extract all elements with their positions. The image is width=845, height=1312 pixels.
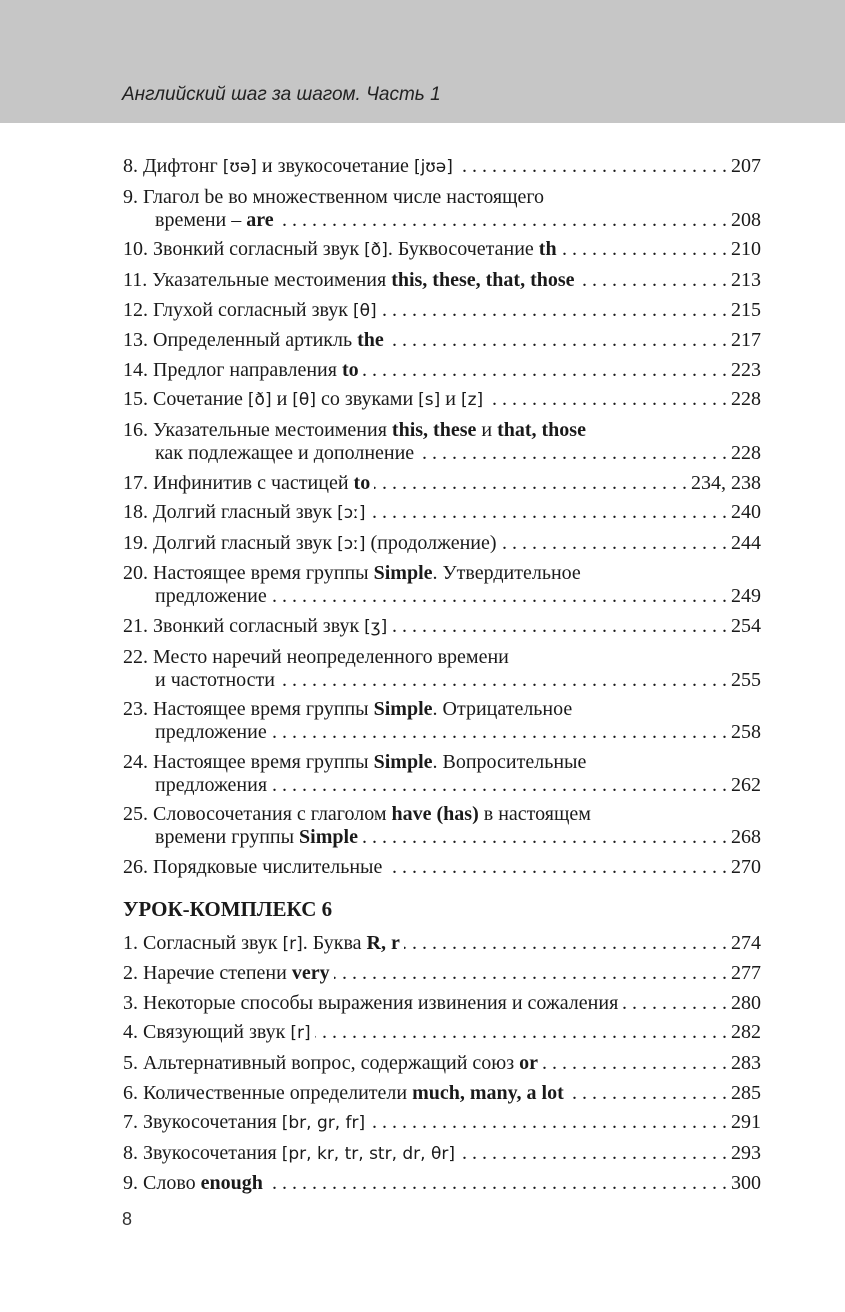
- phonetic-transcription: [ʊə]: [222, 157, 257, 178]
- toc-entry-line: [123, 1172, 761, 1195]
- toc-entry[interactable]: [123, 1078, 761, 1108]
- toc-entry[interactable]: [123, 928, 761, 959]
- dot-leader: [388, 329, 727, 352]
- toc-page-number: 268: [731, 826, 761, 849]
- dot-leader: [457, 155, 727, 178]
- toc-page-number: 210: [731, 238, 761, 261]
- title-text: 8. Звукосочетания: [123, 1141, 282, 1164]
- toc-page-number: 280: [731, 991, 761, 1014]
- dot-leader: [459, 1142, 727, 1165]
- toc-entry[interactable]: [123, 529, 761, 560]
- dot-leader: [271, 585, 727, 608]
- toc-entry-title: [123, 329, 384, 352]
- phonetic-transcription: [pr, kr, tr, str, dr, θr]: [281, 1143, 456, 1164]
- phonetic-transcription: [r]: [282, 933, 303, 954]
- toc-entry-title: [155, 669, 275, 692]
- dot-leader: [381, 299, 727, 322]
- title-text: 1. Согласный звук: [123, 931, 283, 954]
- toc-entry-line: [123, 856, 761, 879]
- title-text: 23. Настоящее время группы: [123, 698, 374, 721]
- dot-leader: [369, 1111, 727, 1134]
- toc-entry-title: [155, 774, 267, 797]
- toc-page-number: 254: [731, 615, 761, 638]
- dot-leader: [579, 269, 727, 292]
- section-heading: УРОК-КОМПЛЕКС 6: [123, 897, 333, 922]
- toc-entry-line: [123, 419, 761, 442]
- toc-entry[interactable]: [123, 152, 761, 183]
- toc-page-number: 277: [731, 962, 761, 985]
- toc-entry-line: [123, 585, 761, 608]
- toc-entry[interactable]: [123, 416, 761, 469]
- toc-entry-title: [123, 532, 497, 556]
- title-text: 14. Предлог направления: [123, 358, 342, 381]
- phonetic-transcription: [ɔː]: [337, 533, 366, 554]
- title-text: времени группы: [155, 826, 300, 849]
- title-text: 17. Инфинитив с частицей: [123, 471, 354, 494]
- title-text: . Буква: [302, 931, 367, 954]
- phonetic-transcription: [z]: [460, 390, 484, 411]
- dot-leader: [271, 774, 727, 797]
- toc-entry-line: [123, 826, 761, 849]
- toc-entry-line: [123, 329, 761, 352]
- toc-page-number: 244: [731, 531, 761, 554]
- toc-entry-title: [123, 1111, 365, 1135]
- toc-entry-line: [123, 1111, 761, 1135]
- toc-entry-line: [123, 962, 761, 985]
- toc-entry[interactable]: [123, 559, 761, 612]
- toc-entry[interactable]: [123, 800, 761, 853]
- phonetic-transcription: [ð]: [364, 240, 388, 261]
- toc-page-number: 262: [731, 773, 761, 796]
- toc-entry[interactable]: [123, 356, 761, 386]
- toc-entry[interactable]: [123, 1049, 761, 1079]
- toc-entry-line: [123, 155, 761, 179]
- dot-leader: [334, 962, 727, 985]
- title-text: . Отрицательное: [432, 698, 573, 721]
- title-text: 13. Определенный артикль: [123, 329, 358, 352]
- phonetic-transcription: [ð]: [247, 390, 272, 411]
- title-text: и частотности: [155, 668, 275, 691]
- toc-page-number: 240: [731, 501, 761, 524]
- toc-page-number: 283: [731, 1051, 761, 1074]
- toc-entry[interactable]: [123, 385, 761, 416]
- toc-entry-title: [123, 186, 544, 209]
- toc-entry[interactable]: [123, 1018, 761, 1049]
- toc-entry[interactable]: [123, 988, 761, 1018]
- toc-entry[interactable]: [123, 642, 761, 695]
- toc-entry-line: [123, 388, 761, 412]
- toc-entry-line: [123, 774, 761, 797]
- phonetic-transcription: [s]: [418, 390, 441, 411]
- toc-entry[interactable]: [123, 748, 761, 801]
- title-text: . Буквосочетание: [387, 238, 539, 261]
- toc-page-number: 217: [731, 329, 761, 352]
- dot-leader: [501, 532, 727, 555]
- toc-entry-line: [123, 698, 761, 721]
- bold-term: to: [353, 471, 371, 494]
- toc-entry-line: [123, 1021, 761, 1045]
- toc-entry-title: [123, 615, 387, 639]
- dot-leader: [271, 721, 727, 744]
- toc-entry-title: [155, 585, 267, 608]
- title-text: 4. Связующий звук: [123, 1021, 291, 1044]
- dot-leader: [561, 238, 727, 261]
- title-text: 10. Звонкий согласный звук: [123, 238, 365, 261]
- toc-page-number: 207: [731, 155, 761, 178]
- title-text: 15. Сочетание: [123, 388, 248, 411]
- toc-entry[interactable]: [123, 295, 761, 326]
- toc-entry-title: [123, 299, 377, 323]
- toc-entry[interactable]: [123, 695, 761, 748]
- dot-leader: [386, 856, 727, 879]
- phonetic-transcription: [ɔː]: [337, 503, 366, 524]
- toc-entry-line: [123, 751, 761, 774]
- title-text: предложение: [155, 585, 267, 608]
- toc-page-number: 258: [731, 721, 761, 744]
- toc-entry-title: [123, 932, 400, 956]
- toc-entry-line: [123, 238, 761, 262]
- toc-entry-title: [123, 992, 618, 1015]
- bold-term: to: [341, 358, 359, 381]
- toc-page-number: 293: [731, 1141, 761, 1164]
- bold-term: have (has): [391, 803, 479, 826]
- toc-entry-title: [123, 238, 557, 262]
- title-text: . Вопросительные: [432, 750, 587, 773]
- title-text: 2. Наречие степени: [123, 962, 292, 985]
- title-text: и: [476, 419, 498, 442]
- bold-term: this, these, that, those: [391, 269, 575, 292]
- toc-page-number: 228: [731, 442, 761, 465]
- dot-leader: [267, 1172, 727, 1195]
- toc-entry-title: [123, 501, 365, 525]
- toc-entry-title: [155, 826, 358, 849]
- title-text: 22. Место наречий неопределенного времени: [123, 645, 509, 668]
- title-text: 18. Долгий гласный звук: [123, 501, 338, 524]
- bold-term: that, those: [497, 419, 586, 442]
- toc-entry-title: [123, 646, 509, 669]
- bold-term: Simple: [373, 562, 433, 585]
- bold-term: Simple: [373, 698, 433, 721]
- toc-entry-line: [123, 1082, 761, 1105]
- toc-entry-line: [123, 646, 761, 669]
- toc-entry[interactable]: [123, 959, 761, 989]
- toc-entry[interactable]: [123, 326, 761, 356]
- title-text: 25. Словосочетания с глаголом: [123, 803, 392, 826]
- dot-leader: [542, 1052, 727, 1075]
- title-text: 5. Альтернативный вопрос, содержащий союз: [123, 1051, 520, 1074]
- title-text: 3. Некоторые способы выражения извинения и сожаления: [123, 991, 619, 1014]
- toc-entry-title: [123, 803, 591, 826]
- dot-leader: [278, 209, 727, 232]
- toc-page-number: 291: [731, 1111, 761, 1134]
- title-text: 24. Настоящее время группы: [123, 750, 374, 773]
- toc-entry[interactable]: [123, 1138, 761, 1169]
- toc-entry-line: [123, 992, 761, 1015]
- phonetic-transcription: [r]: [290, 1023, 311, 1044]
- bold-term: Simple: [373, 750, 433, 773]
- toc-entry-title: [123, 1021, 311, 1045]
- toc-entry-title: [123, 562, 581, 585]
- toc-entry[interactable]: [123, 612, 761, 643]
- phonetic-transcription: [br, gr, fr]: [281, 1113, 366, 1134]
- dot-leader: [374, 472, 687, 495]
- phonetic-transcription: [θ]: [292, 390, 316, 411]
- title-text: и звукосочетание: [256, 155, 414, 178]
- toc-entry-line: [123, 721, 761, 744]
- toc-entry-line: [123, 269, 761, 292]
- dot-leader: [418, 442, 727, 465]
- toc-entry-title: [123, 419, 586, 442]
- toc-entry-line: [123, 186, 761, 209]
- title-text: . Утвердительное: [432, 562, 581, 585]
- toc-entry-title: [123, 472, 370, 495]
- title-text: 9. Глагол be во множественном числе настоящего: [123, 185, 545, 208]
- bold-term: are: [246, 208, 274, 231]
- toc-page-number: 282: [731, 1021, 761, 1044]
- toc-entry-line: [123, 1142, 761, 1166]
- toc-entry-title: [123, 359, 359, 382]
- toc-entry-line: [123, 669, 761, 692]
- toc-entry-title: [155, 721, 267, 744]
- page-number: 8: [122, 1209, 133, 1229]
- title-text: 9. Слово: [123, 1172, 201, 1195]
- title-text: со звуками: [315, 388, 419, 411]
- toc-entry-title: [155, 209, 274, 232]
- toc-entry[interactable]: [123, 235, 761, 266]
- toc-entry-line: [123, 209, 761, 232]
- toc-entry-line: [123, 615, 761, 639]
- bold-term: th: [538, 238, 557, 261]
- table-of-contents: [123, 152, 761, 1199]
- toc-entry[interactable]: [123, 498, 761, 529]
- toc-entry-title: [123, 698, 572, 721]
- toc-entry-title: [123, 155, 453, 179]
- toc-page-number: 249: [731, 585, 761, 608]
- phonetic-transcription: [θ]: [353, 300, 377, 321]
- title-text: (продолжение): [365, 531, 497, 554]
- bold-term: very: [291, 962, 330, 985]
- toc-entry[interactable]: [123, 468, 761, 498]
- toc-page-number: 255: [731, 668, 761, 691]
- toc-page-number: 213: [731, 269, 761, 292]
- toc-page-number: 285: [731, 1081, 761, 1104]
- toc-page-number: 274: [731, 931, 761, 954]
- dot-leader: [369, 501, 727, 524]
- title-text: 6. Количественные определители: [123, 1081, 413, 1104]
- title-text: и: [271, 388, 293, 411]
- toc-page-number: 228: [731, 388, 761, 411]
- bold-term: R, r: [366, 931, 400, 954]
- toc-entry-title: [123, 751, 586, 774]
- toc-entry-line: [123, 442, 761, 465]
- title-text: 8. Дифтонг: [123, 155, 223, 178]
- toc-entry-line: [123, 932, 761, 956]
- toc-entry-line: [123, 1052, 761, 1075]
- toc-entry-title: [123, 388, 483, 412]
- dot-leader: [622, 992, 727, 1015]
- toc-entry-title: [123, 962, 330, 985]
- title-text: 12. Глухой согласный звук: [123, 298, 353, 321]
- title-text: предложения: [155, 773, 268, 796]
- title-text: 11. Указательные местоимения: [123, 269, 392, 292]
- toc-entry[interactable]: [123, 266, 761, 296]
- bold-term: much, many, a lot: [412, 1081, 564, 1104]
- title-text: 26. Порядковые числительные: [123, 855, 383, 878]
- toc-entry-line: [123, 299, 761, 323]
- dot-leader: [568, 1082, 727, 1105]
- title-text: 20. Настоящее время группы: [123, 562, 374, 585]
- toc-entry-line: [123, 803, 761, 826]
- title-text: в настоящем: [478, 803, 591, 826]
- toc-page-number: 234, 238: [691, 471, 761, 494]
- title-text: предложение: [155, 721, 267, 744]
- toc-entry-line: [123, 562, 761, 585]
- toc-entry-line: [123, 532, 761, 556]
- title-text: 16. Указательные местоимения: [123, 419, 392, 442]
- toc-page-number: 215: [731, 298, 761, 321]
- toc-entry[interactable]: [123, 1108, 761, 1139]
- toc-entry-title: [123, 1052, 538, 1075]
- toc-entry-line: [123, 359, 761, 382]
- dot-leader: [362, 826, 727, 849]
- dot-leader: [391, 615, 727, 638]
- toc-page-number: 223: [731, 358, 761, 381]
- bold-term: or: [519, 1051, 539, 1074]
- bold-term: enough: [200, 1172, 263, 1195]
- toc-page-number: 270: [731, 855, 761, 878]
- title-text: как подлежащее и дополнение: [155, 442, 415, 465]
- title-text: 21. Звонкий согласный звук: [123, 615, 365, 638]
- toc-entry-line: [123, 472, 761, 495]
- toc-page-number: 300: [731, 1172, 761, 1195]
- toc-entry-title: [123, 1172, 263, 1195]
- toc-entry[interactable]: [123, 1169, 761, 1199]
- toc-entry-title: [123, 856, 382, 879]
- toc-entry[interactable]: [123, 853, 761, 883]
- toc-entry-title: [123, 1142, 455, 1166]
- title-text: и: [440, 388, 461, 411]
- dot-leader: [363, 359, 727, 382]
- title-text: 7. Звукосочетания: [123, 1111, 282, 1134]
- dot-leader: [315, 1021, 727, 1044]
- title-text: 19. Долгий гласный звук: [123, 531, 338, 554]
- title-text: времени –: [155, 208, 247, 231]
- bold-term: Simple: [299, 826, 358, 849]
- phonetic-transcription: [jʊə]: [413, 157, 453, 178]
- dot-leader: [404, 932, 727, 955]
- toc-entry[interactable]: [123, 183, 761, 236]
- toc-entry-title: [123, 1082, 564, 1105]
- toc-entry-title: [155, 442, 414, 465]
- toc-entry-title: [123, 269, 575, 292]
- phonetic-transcription: [ʒ]: [364, 617, 388, 638]
- bold-term: this, these: [391, 419, 477, 442]
- dot-leader: [279, 669, 727, 692]
- bold-term: the: [357, 329, 384, 352]
- running-title: Английский шаг за шагом. Часть 1: [122, 84, 441, 105]
- toc-page-number: 208: [731, 208, 761, 231]
- toc-entry-line: [123, 501, 761, 525]
- dot-leader: [487, 388, 727, 411]
